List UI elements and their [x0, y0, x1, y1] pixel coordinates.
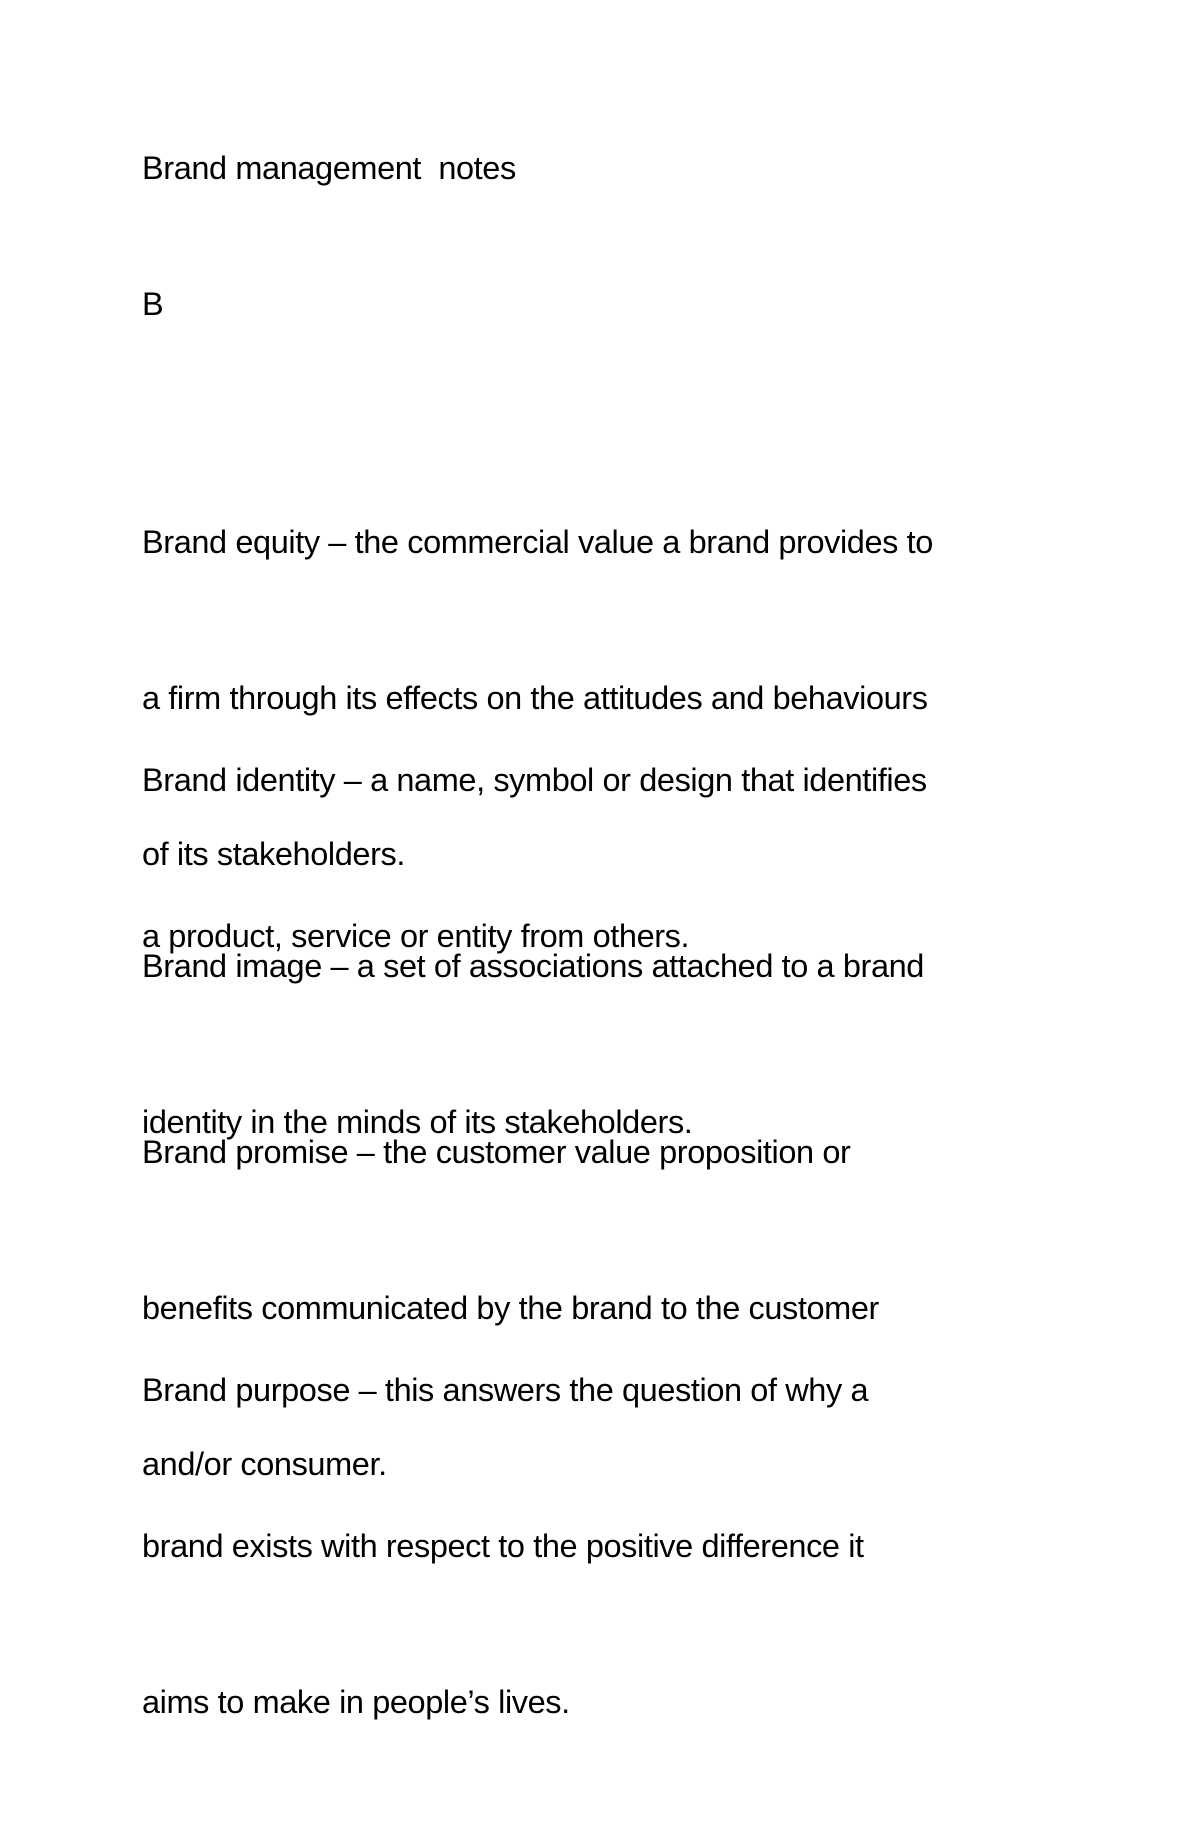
- definition-line: benefits communicated by the brand to the customer: [142, 1290, 879, 1326]
- definition-line: Brand purpose – this answers the question of why a: [142, 1372, 869, 1408]
- definition-line: Brand identity – a name, symbol or design that identifies: [142, 762, 927, 798]
- document-title: Brand management notes: [142, 150, 516, 186]
- definition-line: identity in the minds of its stakeholders.: [142, 1104, 693, 1140]
- definition-line: a firm through its effects on the attitudes and behaviours: [142, 680, 928, 716]
- definition-line: brand exists with respect to the positive difference it: [142, 1528, 864, 1564]
- definition-line: Brand equity – the commercial value a brand provides to: [142, 524, 933, 560]
- section-letter: B: [142, 286, 164, 322]
- definition-line: and/or consumer.: [142, 1446, 387, 1482]
- definition-line: of its stakeholders.: [142, 836, 405, 872]
- definition-line: a product, service or entity from others.: [142, 918, 690, 954]
- definition-line: Brand promise – the customer value proposition or: [142, 1134, 851, 1170]
- definition-line: aims to make in people’s lives.: [142, 1684, 570, 1720]
- definition-line: Brand image – a set of associations attached to a brand: [142, 948, 924, 984]
- definition-brand-purpose: [142, 1260, 1062, 1832]
